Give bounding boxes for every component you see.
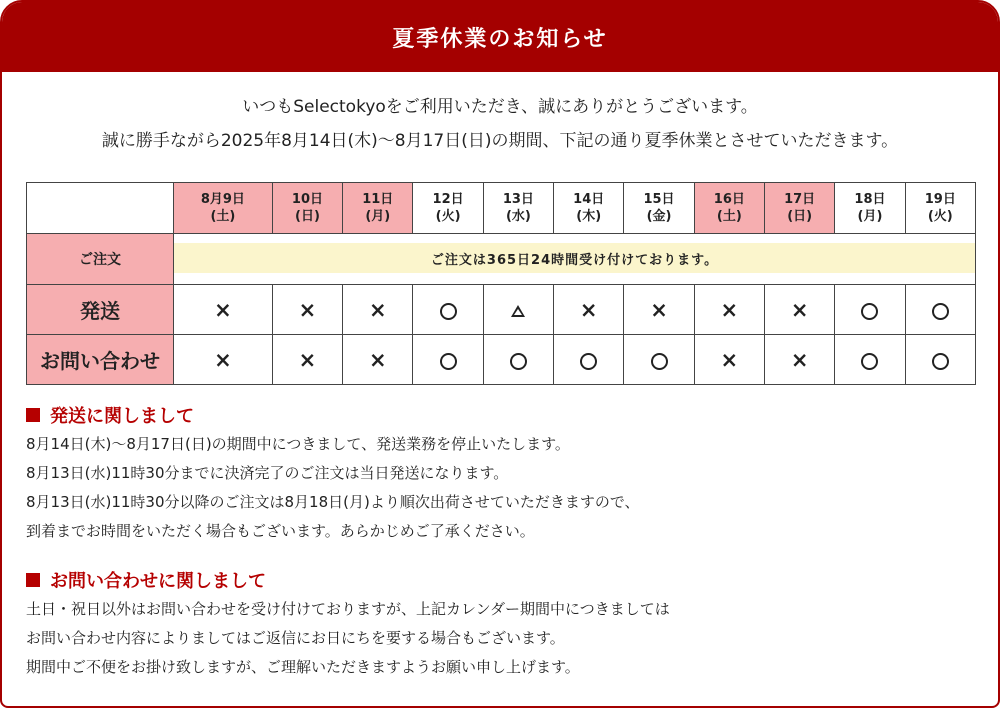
inquiry-row [27, 335, 976, 385]
status-cell [764, 335, 834, 385]
day-weekday: (日) [295, 209, 320, 224]
day-date: 16日 [713, 192, 745, 207]
closed-cross-icon: × [214, 297, 232, 322]
status-cell [343, 285, 413, 335]
status-cell [343, 335, 413, 385]
calendar-day-header [272, 183, 342, 234]
available-circle-icon [932, 303, 949, 320]
order-row [27, 234, 976, 285]
available-circle-icon [510, 353, 527, 370]
day-date: 18日 [854, 192, 886, 207]
status-cell [483, 335, 553, 385]
inquiry-line: 期間中ご不便をお掛け致しますが、ご理解いただきますようお願い申し上げます。 [26, 658, 580, 676]
status-cell [835, 285, 905, 335]
inquiry-row-label: お問い合わせ [27, 335, 174, 385]
holiday-calendar [26, 182, 976, 385]
status-cell [835, 335, 905, 385]
status-cell [413, 335, 483, 385]
inquiry-section-title [26, 567, 976, 593]
calendar-corner-cell [27, 183, 174, 234]
calendar-header-row [27, 183, 976, 234]
order-cell [174, 234, 976, 285]
day-weekday: (火) [435, 209, 461, 224]
available-circle-icon [580, 353, 597, 370]
inquiry-section [26, 567, 976, 682]
status-cell [413, 285, 483, 335]
square-bullet-icon [26, 408, 40, 422]
closed-cross-icon: × [298, 347, 317, 372]
closed-cross-icon: × [650, 297, 668, 322]
available-circle-icon [861, 303, 878, 320]
day-date: 8月9日 [200, 192, 245, 207]
available-circle-icon [440, 303, 457, 320]
status-cell [272, 335, 342, 385]
day-weekday: (月) [365, 209, 391, 224]
available-circle-icon [932, 353, 949, 370]
order-row-label: ご注文 [27, 234, 174, 285]
status-cell [554, 335, 624, 385]
status-cell [483, 285, 553, 335]
calendar-day-header [835, 183, 905, 234]
inquiry-line: 土日・祝日以外はお問い合わせを受け付けておりますが、上記カレンダー期間中につきましては [26, 600, 670, 618]
closed-cross-icon: × [579, 297, 598, 322]
shipping-title-text: 発送に関しまして [50, 406, 194, 427]
square-bullet-icon [26, 573, 40, 587]
calendar-day-header [624, 183, 694, 234]
day-weekday: (日) [787, 209, 813, 224]
day-date: 15日 [643, 192, 675, 207]
shipping-line: 8月13日(水)11時30分までに決済完了のご注文は当日発送になります。 [26, 464, 509, 482]
day-weekday: (木) [576, 209, 602, 224]
status-cell [694, 285, 764, 335]
shipping-section [26, 402, 976, 546]
closed-cross-icon: × [790, 297, 809, 322]
closed-cross-icon: × [720, 347, 739, 372]
page-title: 夏季休業のお知らせ [392, 26, 608, 52]
shipping-row-label: 発送 [27, 285, 174, 335]
day-date: 12日 [432, 192, 464, 207]
available-circle-icon [440, 353, 457, 370]
calendar-day-header [905, 183, 975, 234]
calendar-day-header [764, 183, 834, 234]
status-cell [554, 285, 624, 335]
day-weekday: (水) [505, 209, 531, 224]
available-circle-icon [651, 353, 668, 370]
inquiry-body [26, 595, 976, 682]
day-weekday: (火) [927, 209, 953, 224]
calendar-day-header [174, 183, 273, 234]
shipping-section-title [26, 402, 976, 428]
shipping-body [26, 430, 976, 546]
partial-triangle-icon [511, 305, 525, 317]
status-cell [905, 335, 975, 385]
status-cell [694, 335, 764, 385]
day-weekday: (月) [857, 209, 883, 224]
closed-cross-icon: × [298, 297, 317, 322]
status-cell [764, 285, 834, 335]
calendar-day-header [554, 183, 624, 234]
status-cell [624, 335, 694, 385]
intro-line-1: いつもSelectokyoをご利用いただき、誠にありがとうございます。 [242, 97, 758, 117]
calendar-day-header [413, 183, 483, 234]
status-cell [272, 285, 342, 335]
inquiry-line: お問い合わせ内容によりましてはご返信にお日にちを要する場合もございます。 [26, 629, 565, 647]
calendar-day-header [483, 183, 553, 234]
shipping-line: 到着までお時間をいただく場合もございます。あらかじめご了承ください。 [26, 522, 535, 540]
closed-cross-icon: × [368, 347, 387, 372]
closed-cross-icon: × [214, 347, 232, 372]
status-cell [174, 335, 273, 385]
shipping-line: 8月14日(木)〜8月17日(日)の期間中につきまして、発送業務を停止いたします。 [26, 435, 570, 453]
shipping-row [27, 285, 976, 335]
notice-header [2, 2, 998, 72]
day-weekday: (土) [210, 209, 236, 224]
order-note: ご注文は365日24時間受け付けております。 [174, 243, 975, 273]
day-weekday: (土) [716, 209, 742, 224]
status-cell [174, 285, 273, 335]
status-cell [905, 285, 975, 335]
intro-line-2: 誠に勝手ながら2025年8月14日(木)〜8月17日(日)の期間、下記の通り夏季休業とさせていただきます。 [101, 131, 899, 151]
day-date: 13日 [502, 192, 534, 207]
day-weekday: (金) [646, 209, 672, 224]
closed-cross-icon: × [720, 297, 739, 322]
available-circle-icon [861, 353, 878, 370]
intro-text [2, 90, 998, 158]
closed-cross-icon: × [368, 297, 387, 322]
day-date: 19日 [924, 192, 956, 207]
day-date: 17日 [784, 192, 816, 207]
day-date: 14日 [573, 192, 605, 207]
inquiry-title-text: お問い合わせに関しまして [50, 571, 266, 592]
day-date: 11日 [362, 192, 394, 207]
status-cell [624, 285, 694, 335]
shipping-line: 8月13日(水)11時30分以降のご注文は8月18日(月)より順次出荷させていただきますので、 [26, 493, 640, 511]
closed-cross-icon: × [790, 347, 809, 372]
calendar-day-header [343, 183, 413, 234]
calendar-day-header [694, 183, 764, 234]
day-date: 10日 [291, 192, 323, 207]
